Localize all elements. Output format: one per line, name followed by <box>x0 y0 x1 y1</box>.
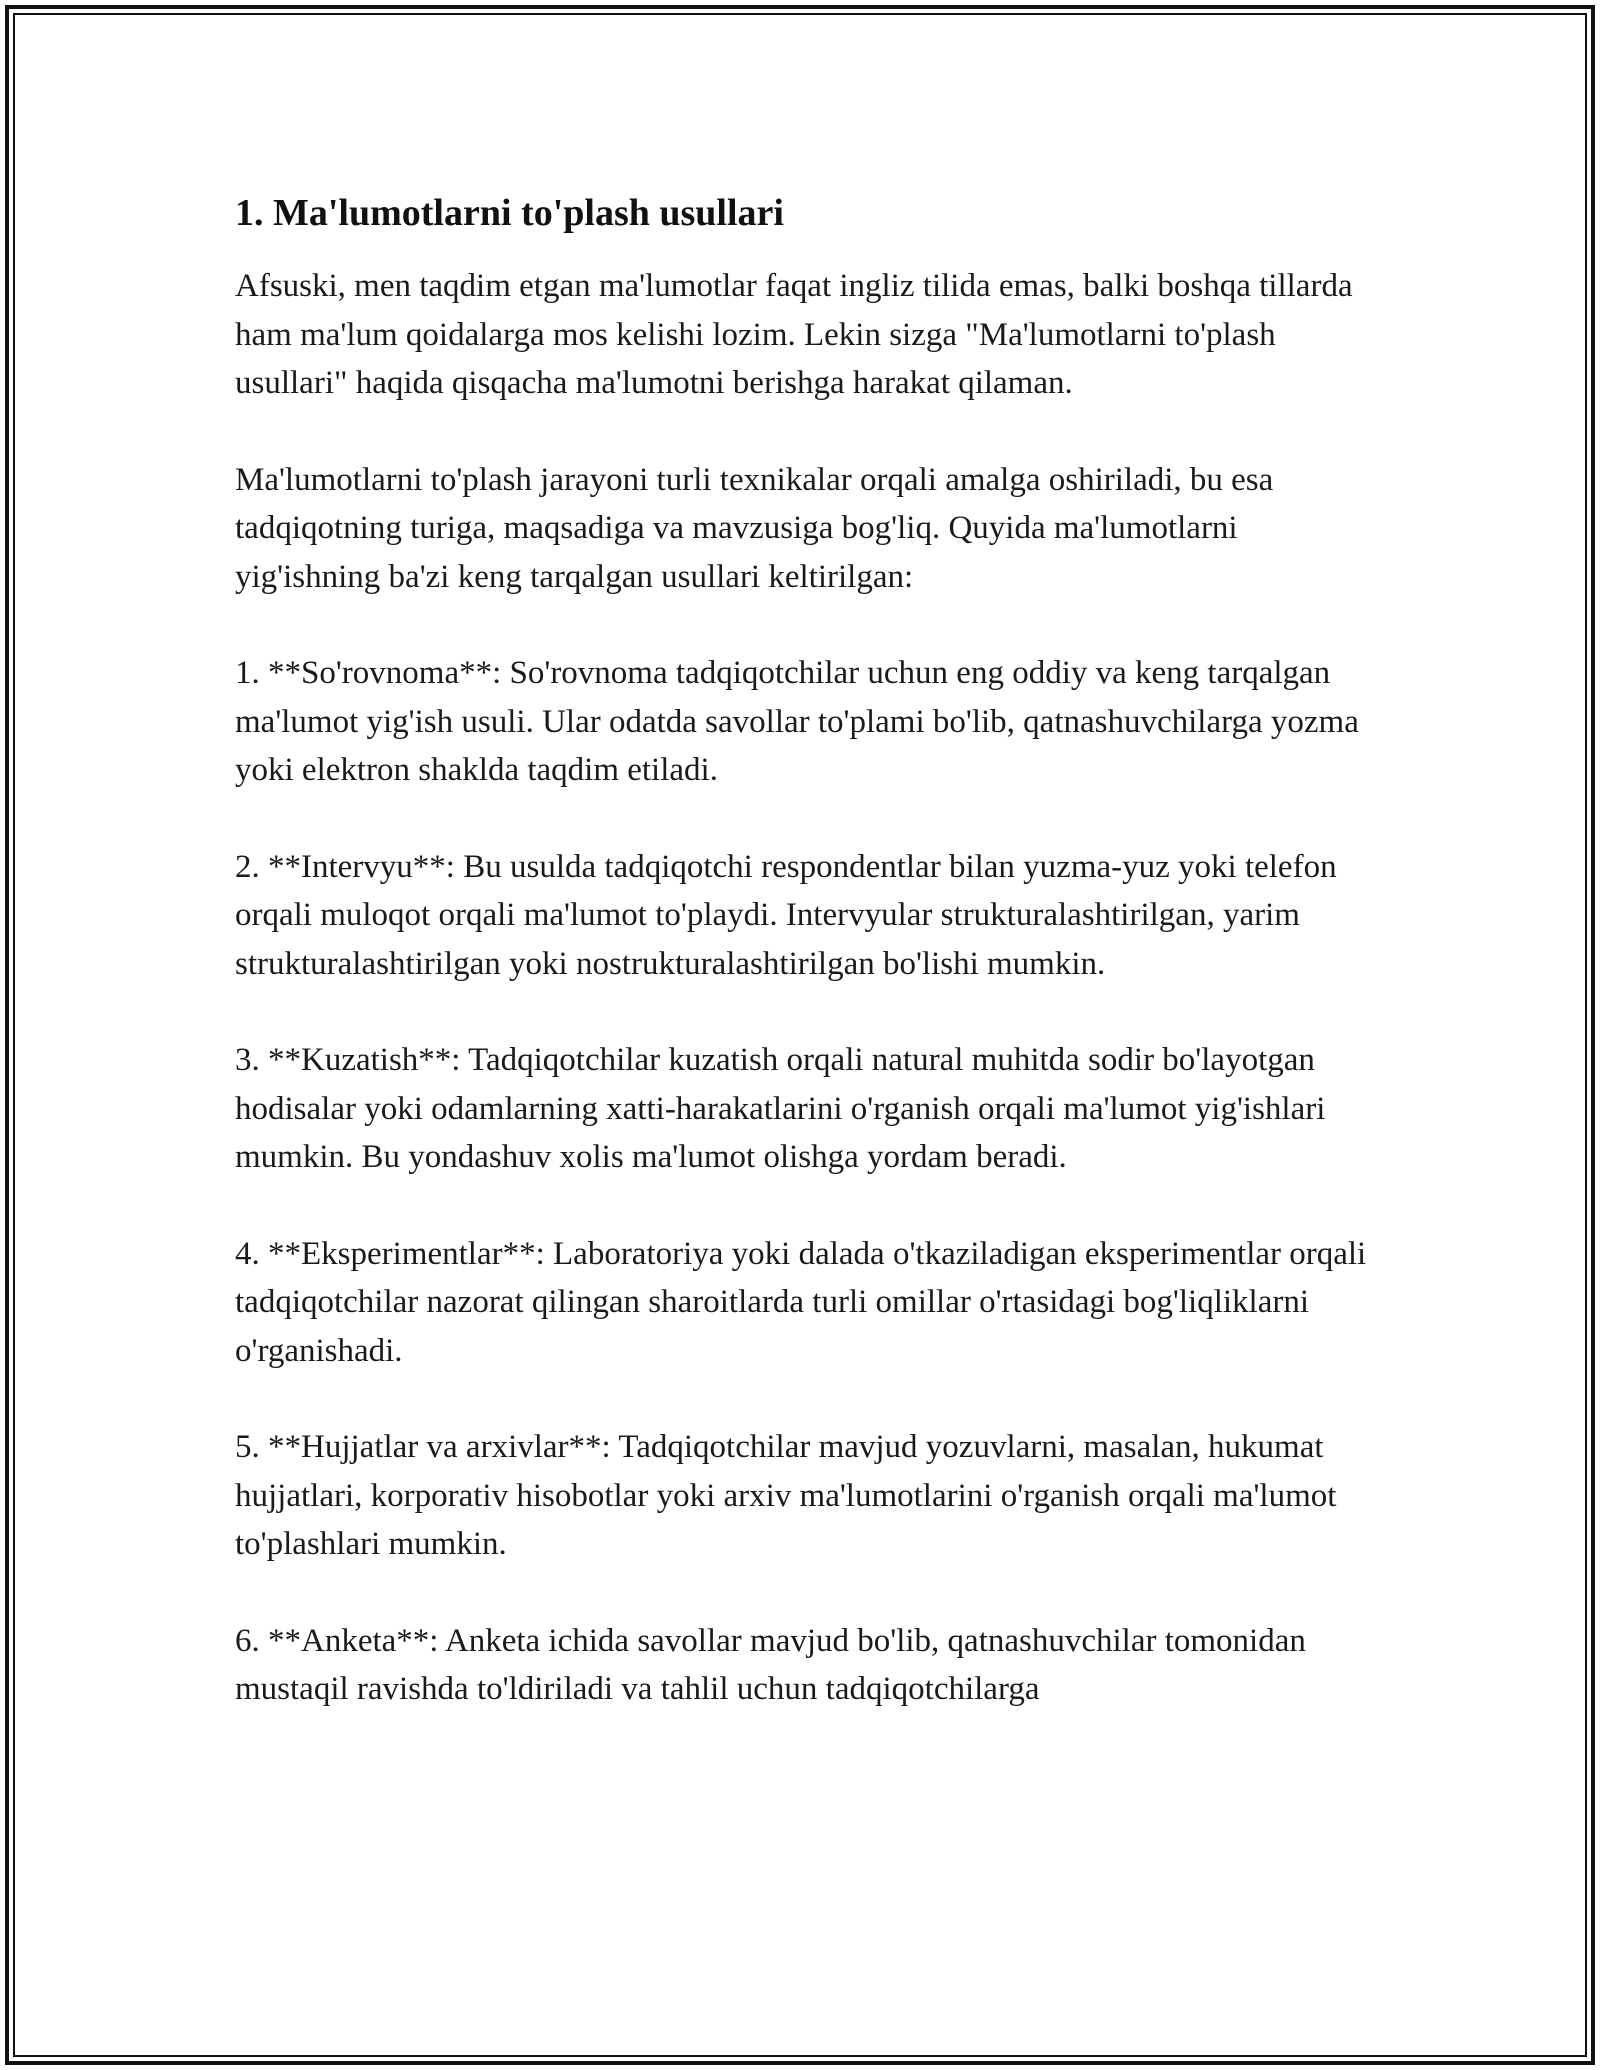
document-page <box>235 188 1375 1714</box>
method-paragraph-interview: 2. **Intervyu**: Bu usulda tadqiqotchi respondentlar bilan yuzma-yuz yoki telefon orqali muloqot orqali ma'lumot to'playdi. Intervyular strukturalashtirilgan, yarim strukturalashtirilgan yoki nostrukturalashtirilgan bo'lishi mumkin. <box>235 848 1337 982</box>
overview-paragraph: Ma'lumotlarni to'plash jarayoni turli texnikalar orqali amalga oshiriladi, bu esa tadqiqotning turiga, maqsadiga va mavzusiga bog'liq. Quyida ma'lumotlarni yig'ishning ba'zi keng tarqalgan usullari keltirilgan: <box>235 461 1274 595</box>
method-paragraph-survey: 1. **So'rovnoma**: So'rovnoma tadqiqotchilar uchun eng oddiy va keng tarqalgan ma'lumot yig'ish usuli. Ular odatda savollar to'plami bo'lib, qatnashuvchilarga yozma yoki elektron shaklda taqdim etiladi. <box>235 655 1359 788</box>
method-paragraph-documents: 5. **Hujjatlar va arxivlar**: Tadqiqotchilar mavjud yozuvlarni, masalan, hukumat hujjatlari, korporativ hisobotlar yoki arxiv ma'lumotlarini o'rganish orqali ma'lumot to'plashlari mumkin. <box>235 1429 1337 1562</box>
method-paragraph-questionnaire: 6. **Anketa**: Anketa ichida savollar mavjud bo'lib, qatnashuvchilar tomonidan mustaqil ravishda to'ldiriladi va tahlil uchun tadqiqotchilarga <box>235 1622 1306 1707</box>
document-heading: 1. Ma'lumotlarni to'plash usullari <box>235 192 784 234</box>
method-paragraph-observation: 3. **Kuzatish**: Tadqiqotchilar kuzatish orqali natural muhitda sodir bo'layotgan hodisalar yoki odamlarning xatti-harakatlarini o'rganish orqali ma'lumot yig'ishlari mumkin. Bu yondashuv xolis ma'lumot olishga yordam beradi. <box>235 1042 1326 1175</box>
method-paragraph-experiments: 4. **Eksperimentlar**: Laboratoriya yoki dalada o'tkaziladigan eksperimentlar orqali tadqiqotchilar nazorat qilingan sharoitlarda turli omillar o'rtasidagi bog'liqliklarni o'rganishadi. <box>235 1235 1367 1369</box>
intro-paragraph: Afsuski, men taqdim etgan ma'lumotlar faqat ingliz tilida emas, balki boshqa tillarda ham ma'lum qoidalarga mos kelishi lozim. Lekin sizga "Ma'lumotlarni to'plash usullari" haqida qisqacha ma'lumotni berishga harakat qilaman. <box>235 268 1353 401</box>
